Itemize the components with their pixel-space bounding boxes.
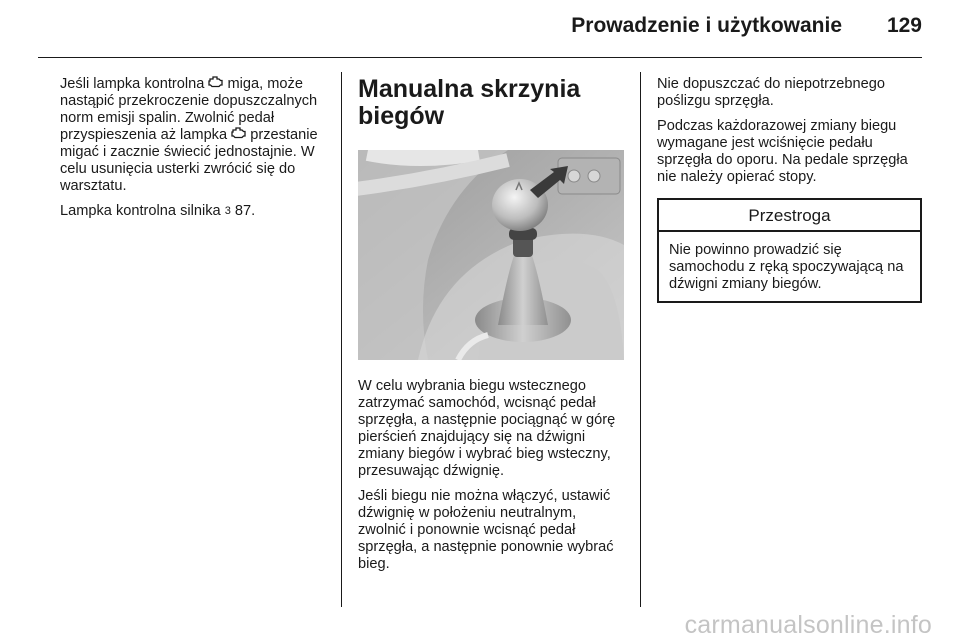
- page-reference-arrow-icon: 3: [224, 205, 231, 217]
- text-segment: miga, może nastąpić przekroczenie dopuszczalnych norm emisji spalin. Zwolnić pedał przyspieszenia aż lampka: [60, 76, 318, 143]
- gear-lever-illustration: [358, 150, 624, 360]
- paragraph-reverse-gear: W celu wybrania biegu wstecznego zatrzymać samochód, wcisnąć pedał sprzęgła, a następnie pociągnąć w górę pierścień znajdujący się na dźwigni zmiany biegów i wybrać bieg wsteczny, przesuwając dźwignię.: [358, 378, 616, 479]
- column-3: [657, 76, 922, 303]
- header-title: Prowadzenie i użytkowanie: [571, 14, 842, 37]
- paragraph-clutch-press: Podczas każdorazowej zmiany biegu wymagane jest wciśnięcie pedału sprzęgła do oporu. Na pedale sprzęgła nie należy opierać stopy.: [657, 118, 908, 185]
- watermark: carmanualsonline.info: [684, 611, 932, 639]
- page-number: 129: [886, 14, 922, 37]
- caution-box: [657, 198, 922, 303]
- paragraph-gear-not-engaging: Jeśli biegu nie można włączyć, ustawić dźwignię w położeniu neutralnym, zwolnić i ponownie wcisnąć pedał sprzęgła, a następnie ponownie wybrać bieg.: [358, 488, 614, 572]
- paragraph-engine-lamp-flashing: [60, 76, 330, 195]
- page-reference[interactable]: 87.: [234, 203, 256, 219]
- column-divider-1: [341, 72, 342, 607]
- paragraph-engine-lamp-reference: [60, 203, 330, 220]
- text-segment: Lampka kontrolna silnika: [60, 203, 221, 219]
- caution-text: Nie powinno prowadzić się samochodu z ręką spoczywającą na dźwigni zmiany biegów.: [669, 242, 904, 292]
- column-divider-2: [640, 72, 641, 607]
- column-2: [358, 76, 628, 581]
- caution-title: Przestroga: [659, 200, 920, 232]
- engine-check-icon: [208, 76, 223, 89]
- section-heading: Manualna skrzynia biegów: [358, 75, 581, 130]
- paragraph-clutch-slip: Nie dopuszczać do niepotrzebnego poślizgu sprzęgła.: [657, 76, 885, 109]
- text-segment: przestanie migać i zacznie świecić jednostajnie. W celu usunięcia usterki zwrócić się do warsztatu.: [60, 127, 318, 194]
- text-segment: Jeśli lampka kontrolna: [60, 76, 205, 92]
- header-rule: [38, 57, 922, 58]
- engine-check-icon: [231, 127, 246, 140]
- column-1: [60, 76, 330, 228]
